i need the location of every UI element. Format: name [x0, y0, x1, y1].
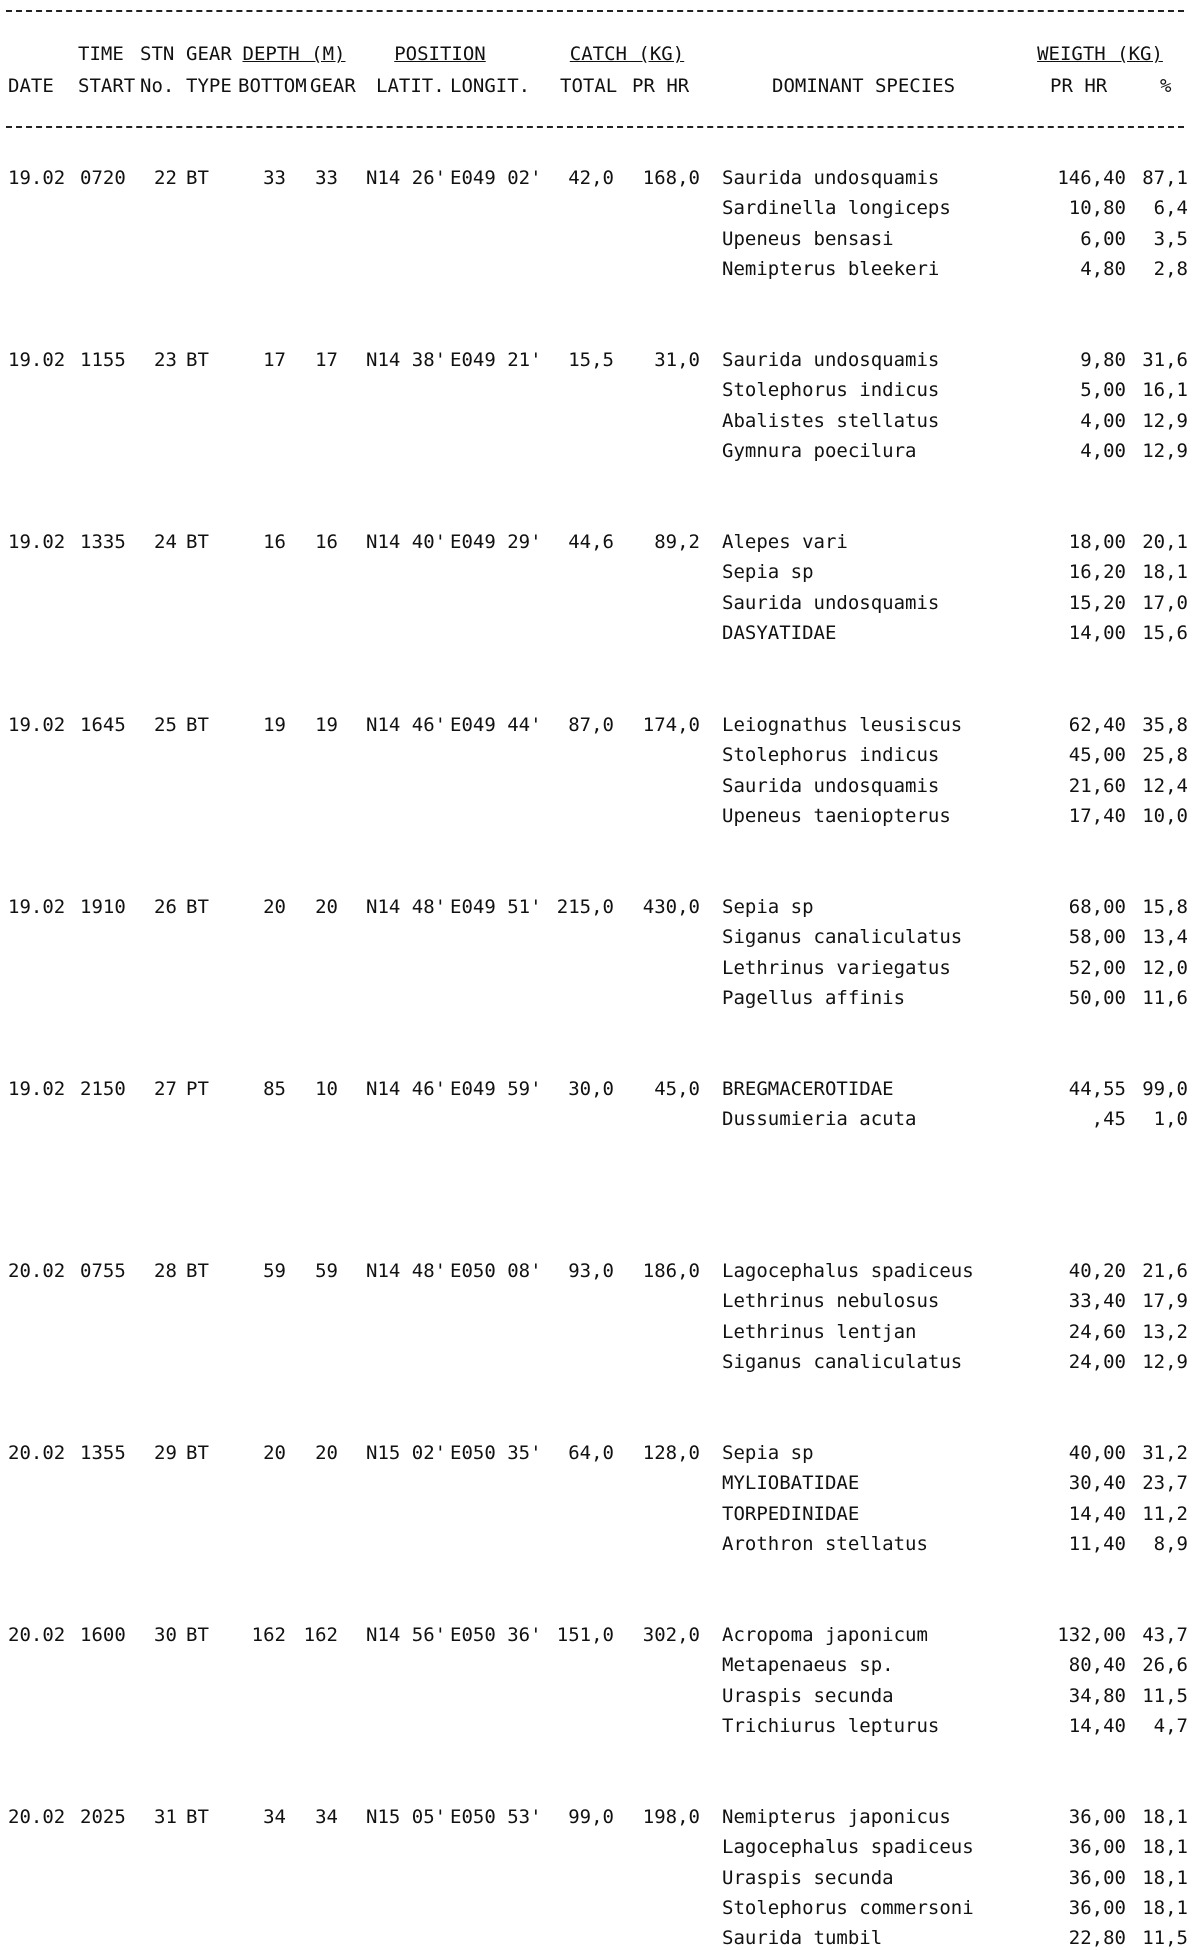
species-name: Saurida undosquamis — [722, 349, 940, 371]
station-gear-depth: 16 — [315, 531, 338, 553]
station-latitude: N14 46' — [366, 714, 447, 736]
station-longitude: E049 59' — [450, 1078, 542, 1100]
species-percent: 3,5 — [1153, 228, 1188, 250]
station-catch-total: 99,0 — [568, 1806, 614, 1828]
top-divider — [6, 10, 1184, 12]
station-date: 19.02 — [8, 349, 66, 371]
station-date: 20.02 — [8, 1806, 66, 1828]
species-name: Lagocephalus spadiceus — [722, 1836, 974, 1858]
station-date: 20.02 — [8, 1624, 66, 1646]
station-gear-type: BT — [186, 1442, 209, 1464]
species-weight-prhr: 44,55 — [1068, 1078, 1126, 1100]
species-percent: 12,0 — [1142, 957, 1188, 979]
header-stn-1: STN — [140, 43, 175, 65]
station-catch-total: 64,0 — [568, 1442, 614, 1464]
station-catch-prhr: 302,0 — [642, 1624, 700, 1646]
station-gear-depth: 162 — [303, 1624, 338, 1646]
species-percent: 25,8 — [1142, 744, 1188, 766]
species-percent: 18,1 — [1142, 1806, 1188, 1828]
species-percent: 23,7 — [1142, 1472, 1188, 1494]
station-gear-type: BT — [186, 1260, 209, 1282]
species-weight-prhr: 146,40 — [1057, 167, 1126, 189]
station-latitude: N14 26' — [366, 167, 447, 189]
station-latitude: N14 48' — [366, 1260, 447, 1282]
station-gear-type: BT — [186, 349, 209, 371]
station-date: 20.02 — [8, 1442, 66, 1464]
species-percent: 12,4 — [1142, 775, 1188, 797]
station-time: 1155 — [80, 349, 126, 371]
station-catch-prhr: 31,0 — [654, 349, 700, 371]
species-name: Uraspis secunda — [722, 1867, 894, 1889]
species-weight-prhr: 11,40 — [1068, 1533, 1126, 1555]
species-percent: 18,1 — [1142, 1867, 1188, 1889]
species-percent: 43,7 — [1142, 1624, 1188, 1646]
header-group-weight: WEIGTH (KG) — [1037, 43, 1163, 65]
species-name: Upeneus taeniopterus — [722, 805, 951, 827]
station-longitude: E049 21' — [450, 349, 542, 371]
species-percent: 87,1 — [1142, 167, 1188, 189]
station-catch-total: 30,0 — [568, 1078, 614, 1100]
station-bottom-depth: 19 — [263, 714, 286, 736]
station-gear-type: BT — [186, 1806, 209, 1828]
species-weight-prhr: 80,40 — [1068, 1654, 1126, 1676]
station-catch-prhr: 430,0 — [642, 896, 700, 918]
species-weight-prhr: 30,40 — [1068, 1472, 1126, 1494]
species-name: Saurida undosquamis — [722, 775, 940, 797]
species-name: Saurida undosquamis — [722, 167, 940, 189]
species-weight-prhr: 52,00 — [1068, 957, 1126, 979]
species-weight-prhr: 21,60 — [1068, 775, 1126, 797]
species-name: Pagellus affinis — [722, 987, 906, 1009]
species-name: Upeneus bensasi — [722, 228, 894, 250]
station-gear-type: PT — [186, 1078, 209, 1100]
species-weight-prhr: 45,00 — [1068, 744, 1126, 766]
species-name: Sepia sp — [722, 561, 814, 583]
station-time: 1335 — [80, 531, 126, 553]
station-number: 24 — [154, 531, 177, 553]
species-weight-prhr: 34,80 — [1068, 1685, 1126, 1707]
species-weight-prhr: 15,20 — [1068, 592, 1126, 614]
species-weight-prhr: 14,40 — [1068, 1503, 1126, 1525]
species-weight-prhr: 4,80 — [1080, 258, 1126, 280]
species-weight-prhr: 40,20 — [1068, 1260, 1126, 1282]
station-number: 28 — [154, 1260, 177, 1282]
station-catch-total: 93,0 — [568, 1260, 614, 1282]
species-name: TORPEDINIDAE — [722, 1503, 860, 1525]
species-name: Sepia sp — [722, 896, 814, 918]
station-bottom-depth: 85 — [263, 1078, 286, 1100]
station-bottom-depth: 20 — [263, 1442, 286, 1464]
station-catch-total: 215,0 — [556, 896, 614, 918]
species-name: Dussumieria acuta — [722, 1108, 917, 1130]
header-group-position: POSITION — [394, 43, 486, 65]
station-gear-depth: 59 — [315, 1260, 338, 1282]
species-percent: 31,6 — [1142, 349, 1188, 371]
station-catch-prhr: 186,0 — [642, 1260, 700, 1282]
species-percent: 2,8 — [1153, 258, 1188, 280]
station-date: 19.02 — [8, 167, 66, 189]
species-weight-prhr: ,45 — [1091, 1108, 1126, 1130]
header-prhr: PR HR — [632, 75, 690, 97]
species-name: Saurida undosquamis — [722, 592, 940, 614]
species-percent: 8,9 — [1153, 1533, 1188, 1555]
header-date: DATE — [8, 75, 54, 97]
header-percent: % — [1160, 75, 1172, 97]
species-weight-prhr: 22,80 — [1068, 1927, 1126, 1949]
station-catch-total: 15,5 — [568, 349, 614, 371]
species-weight-prhr: 6,00 — [1080, 228, 1126, 250]
species-name: Trichiurus lepturus — [722, 1715, 940, 1737]
station-catch-prhr: 198,0 — [642, 1806, 700, 1828]
station-number: 27 — [154, 1078, 177, 1100]
station-date: 19.02 — [8, 531, 66, 553]
species-percent: 1,0 — [1153, 1108, 1188, 1130]
header-group-catch: CATCH (KG) — [569, 43, 685, 65]
station-gear-depth: 34 — [315, 1806, 338, 1828]
station-date: 19.02 — [8, 714, 66, 736]
header-longit: LONGIT. — [450, 75, 531, 97]
species-weight-prhr: 62,40 — [1068, 714, 1126, 736]
station-time: 1355 — [80, 1442, 126, 1464]
species-percent: 15,8 — [1142, 896, 1188, 918]
species-weight-prhr: 36,00 — [1068, 1867, 1126, 1889]
species-percent: 35,8 — [1142, 714, 1188, 736]
station-gear-depth: 19 — [315, 714, 338, 736]
station-bottom-depth: 59 — [263, 1260, 286, 1282]
header-time-2: START — [78, 75, 136, 97]
species-weight-prhr: 14,00 — [1068, 622, 1126, 644]
station-time: 2150 — [80, 1078, 126, 1100]
species-weight-prhr: 10,80 — [1068, 197, 1126, 219]
species-percent: 18,1 — [1142, 561, 1188, 583]
species-name: Lethrinus variegatus — [722, 957, 951, 979]
species-name: Leiognathus leusiscus — [722, 714, 963, 736]
species-weight-prhr: 36,00 — [1068, 1806, 1126, 1828]
species-weight-prhr: 24,60 — [1068, 1321, 1126, 1343]
station-gear-depth: 20 — [315, 896, 338, 918]
station-catch-total: 151,0 — [556, 1624, 614, 1646]
station-time: 0720 — [80, 167, 126, 189]
header-total: TOTAL — [560, 75, 618, 97]
header-weight-prhr: PR HR — [1050, 75, 1108, 97]
species-name: Acropoma japonicum — [722, 1624, 928, 1646]
header-group-depth: DEPTH (M) — [242, 43, 346, 65]
species-weight-prhr: 4,00 — [1080, 410, 1126, 432]
header-divider — [6, 126, 1184, 128]
station-latitude: N15 05' — [366, 1806, 447, 1828]
station-number: 22 — [154, 167, 177, 189]
species-percent: 15,6 — [1142, 622, 1188, 644]
species-percent: 6,4 — [1153, 197, 1188, 219]
species-name: Uraspis secunda — [722, 1685, 894, 1707]
station-gear-depth: 10 — [315, 1078, 338, 1100]
station-gear-type: BT — [186, 1624, 209, 1646]
station-gear-depth: 17 — [315, 349, 338, 371]
species-name: Lethrinus nebulosus — [722, 1290, 940, 1312]
station-bottom-depth: 20 — [263, 896, 286, 918]
species-name: Lethrinus lentjan — [722, 1321, 917, 1343]
species-name: Stolephorus indicus — [722, 744, 940, 766]
station-time: 1645 — [80, 714, 126, 736]
station-number: 23 — [154, 349, 177, 371]
station-longitude: E050 36' — [450, 1624, 542, 1646]
species-name: Lagocephalus spadiceus — [722, 1260, 974, 1282]
station-gear-depth: 33 — [315, 167, 338, 189]
species-weight-prhr: 16,20 — [1068, 561, 1126, 583]
station-number: 29 — [154, 1442, 177, 1464]
station-latitude: N14 48' — [366, 896, 447, 918]
header-bottom: BOTTOM — [238, 75, 307, 97]
station-latitude: N15 02' — [366, 1442, 447, 1464]
station-bottom-depth: 17 — [263, 349, 286, 371]
species-percent: 11,5 — [1142, 1927, 1188, 1949]
species-weight-prhr: 24,00 — [1068, 1351, 1126, 1373]
header-gear-1: GEAR — [186, 43, 232, 65]
station-number: 26 — [154, 896, 177, 918]
species-percent: 21,6 — [1142, 1260, 1188, 1282]
station-time: 1600 — [80, 1624, 126, 1646]
species-name: Siganus canaliculatus — [722, 926, 963, 948]
station-longitude: E049 51' — [450, 896, 542, 918]
station-time: 2025 — [80, 1806, 126, 1828]
species-name: Sardinella longiceps — [722, 197, 951, 219]
species-weight-prhr: 17,40 — [1068, 805, 1126, 827]
species-percent: 11,2 — [1142, 1503, 1188, 1525]
species-name: Saurida tumbil — [722, 1927, 883, 1949]
header-gear-2: TYPE — [186, 75, 232, 97]
header-time-1: TIME — [78, 43, 124, 65]
station-time: 0755 — [80, 1260, 126, 1282]
station-latitude: N14 40' — [366, 531, 447, 553]
species-name: BREGMACEROTIDAE — [722, 1078, 894, 1100]
header-gear-depth: GEAR — [310, 75, 356, 97]
species-percent: 13,2 — [1142, 1321, 1188, 1343]
station-number: 30 — [154, 1624, 177, 1646]
species-percent: 18,1 — [1142, 1897, 1188, 1919]
station-longitude: E050 53' — [450, 1806, 542, 1828]
station-longitude: E049 02' — [450, 167, 542, 189]
species-percent: 12,9 — [1142, 1351, 1188, 1373]
species-percent: 12,9 — [1142, 440, 1188, 462]
species-name: MYLIOBATIDAE — [722, 1472, 860, 1494]
species-percent: 16,1 — [1142, 379, 1188, 401]
species-name: Sepia sp — [722, 1442, 814, 1464]
species-percent: 17,9 — [1142, 1290, 1188, 1312]
species-percent: 13,4 — [1142, 926, 1188, 948]
species-percent: 17,0 — [1142, 592, 1188, 614]
station-catch-prhr: 45,0 — [654, 1078, 700, 1100]
station-longitude: E049 44' — [450, 714, 542, 736]
header-species: DOMINANT SPECIES — [772, 75, 956, 97]
species-name: DASYATIDAE — [722, 622, 837, 644]
station-date: 19.02 — [8, 1078, 66, 1100]
station-catch-prhr: 174,0 — [642, 714, 700, 736]
station-bottom-depth: 162 — [251, 1624, 286, 1646]
species-percent: 31,2 — [1142, 1442, 1188, 1464]
station-latitude: N14 46' — [366, 1078, 447, 1100]
species-weight-prhr: 5,00 — [1080, 379, 1126, 401]
species-name: Metapenaeus sp. — [722, 1654, 894, 1676]
header-latit: LATIT. — [376, 75, 445, 97]
species-percent: 11,6 — [1142, 987, 1188, 1009]
species-percent: 99,0 — [1142, 1078, 1188, 1100]
species-name: Stolephorus commersoni — [722, 1897, 974, 1919]
station-catch-total: 87,0 — [568, 714, 614, 736]
station-date: 19.02 — [8, 896, 66, 918]
station-number: 25 — [154, 714, 177, 736]
station-latitude: N14 56' — [366, 1624, 447, 1646]
species-name: Stolephorus indicus — [722, 379, 940, 401]
species-name: Siganus canaliculatus — [722, 1351, 963, 1373]
station-gear-type: BT — [186, 167, 209, 189]
species-weight-prhr: 18,00 — [1068, 531, 1126, 553]
species-name: Arothron stellatus — [722, 1533, 928, 1555]
station-time: 1910 — [80, 896, 126, 918]
species-weight-prhr: 68,00 — [1068, 896, 1126, 918]
species-name: Nemipterus bleekeri — [722, 258, 940, 280]
station-bottom-depth: 33 — [263, 167, 286, 189]
station-catch-prhr: 89,2 — [654, 531, 700, 553]
species-weight-prhr: 33,40 — [1068, 1290, 1126, 1312]
species-weight-prhr: 36,00 — [1068, 1836, 1126, 1858]
station-bottom-depth: 34 — [263, 1806, 286, 1828]
station-gear-depth: 20 — [315, 1442, 338, 1464]
species-weight-prhr: 14,40 — [1068, 1715, 1126, 1737]
species-weight-prhr: 50,00 — [1068, 987, 1126, 1009]
species-name: Abalistes stellatus — [722, 410, 940, 432]
species-weight-prhr: 132,00 — [1057, 1624, 1126, 1646]
species-percent: 10,0 — [1142, 805, 1188, 827]
station-longitude: E050 35' — [450, 1442, 542, 1464]
species-percent: 12,9 — [1142, 410, 1188, 432]
station-gear-type: BT — [186, 896, 209, 918]
species-weight-prhr: 36,00 — [1068, 1897, 1126, 1919]
station-gear-type: BT — [186, 531, 209, 553]
station-gear-type: BT — [186, 714, 209, 736]
species-name: Gymnura poecilura — [722, 440, 917, 462]
species-percent: 11,5 — [1142, 1685, 1188, 1707]
station-catch-total: 44,6 — [568, 531, 614, 553]
species-weight-prhr: 58,00 — [1068, 926, 1126, 948]
station-bottom-depth: 16 — [263, 531, 286, 553]
species-weight-prhr: 4,00 — [1080, 440, 1126, 462]
station-longitude: E049 29' — [450, 531, 542, 553]
station-date: 20.02 — [8, 1260, 66, 1282]
species-percent: 18,1 — [1142, 1836, 1188, 1858]
species-name: Nemipterus japonicus — [722, 1806, 951, 1828]
species-weight-prhr: 40,00 — [1068, 1442, 1126, 1464]
species-percent: 20,1 — [1142, 531, 1188, 553]
species-weight-prhr: 9,80 — [1080, 349, 1126, 371]
station-catch-prhr: 128,0 — [642, 1442, 700, 1464]
station-number: 31 — [154, 1806, 177, 1828]
station-latitude: N14 38' — [366, 349, 447, 371]
station-longitude: E050 08' — [450, 1260, 542, 1282]
species-percent: 4,7 — [1153, 1715, 1188, 1737]
station-catch-prhr: 168,0 — [642, 167, 700, 189]
station-catch-total: 42,0 — [568, 167, 614, 189]
header-stn-2: No. — [140, 75, 175, 97]
species-name: Alepes vari — [722, 531, 848, 553]
species-percent: 26,6 — [1142, 1654, 1188, 1676]
